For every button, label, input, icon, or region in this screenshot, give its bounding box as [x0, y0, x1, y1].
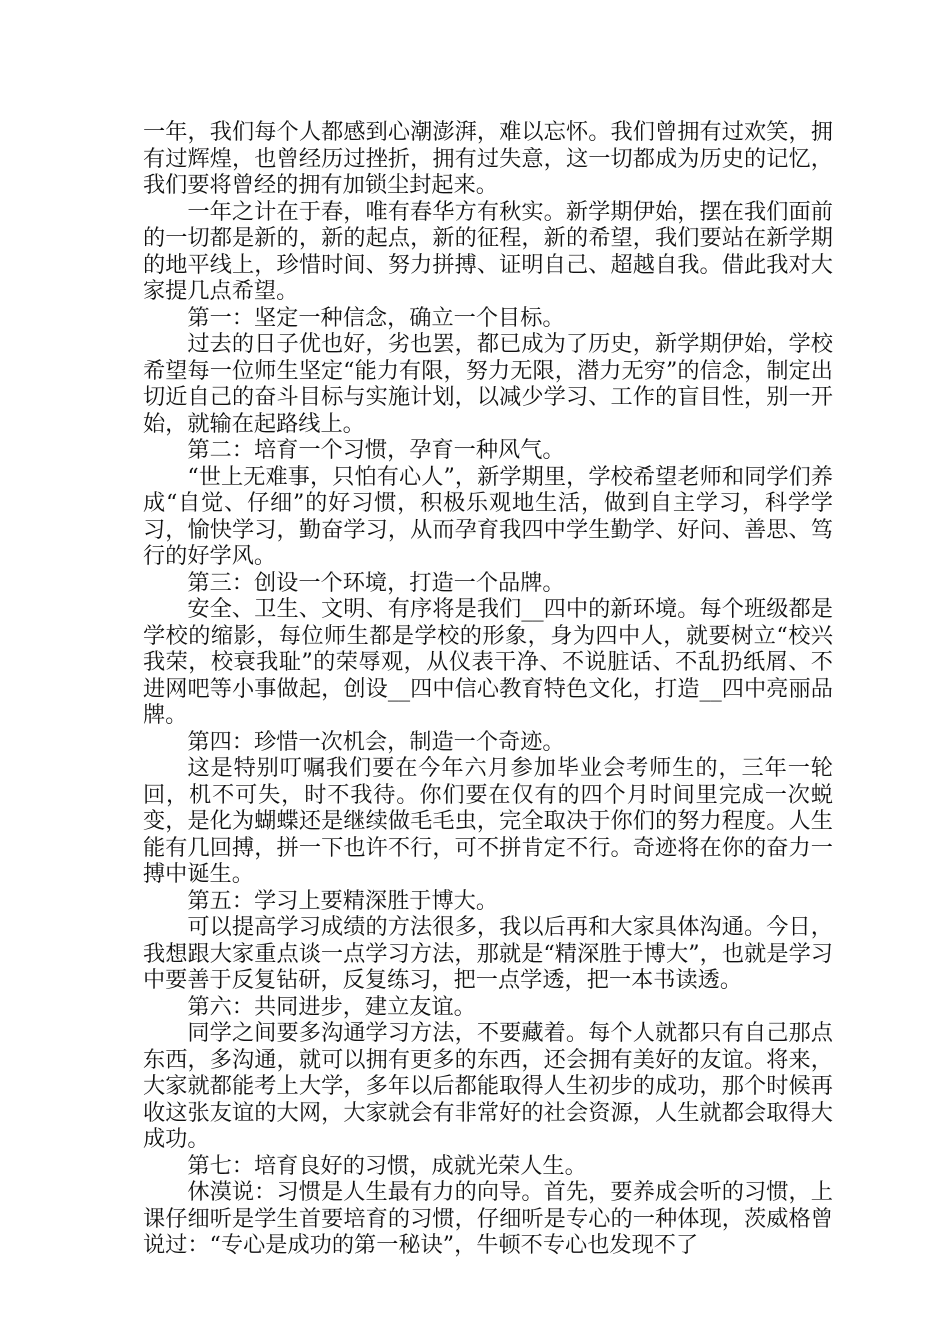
- section-heading: 第二：培育一个习惯，孕育一种风气。: [187, 437, 565, 463]
- section-heading: 第一：坚定一种信念，确立一个目标。: [187, 304, 565, 331]
- paragraph: 休漠说：习惯是人生最有力的向导。首先，要养成会听的习惯，上课仔细听是学生首要培育的习惯，仔细听是专心的一种体现，茨威格曾说过：“专心是成功的第一秘诀”，牛顿不专心也发现不了: [143, 1179, 833, 1258]
- paragraph: 这是特别叮嘱我们要在今年六月参加毕业会考师生的，三年一轮回，机不可失，时不我待。你们要在仅有的四个月时间里完成一次蜕变，是化为蝴蝶还是继续做毛毛虫，完全取决于你们的努力程度。人生能有几回搏，拼一下也许不行，可不拼肯定不行。奇迹将在你的奋力一搏中诞生。: [143, 755, 833, 887]
- paragraph: 过去的日子优也好，劣也罢，都已成为了历史，新学期伊始，学校希望每一位师生坚定“能力有限，努力无限，潜力无穷”的信念，制定出切近自己的奋斗目标与实施计划，以减少学习、工作的盲目性，别一开始，就输在起路线上。: [143, 331, 833, 437]
- section-heading: 第七：培育良好的习惯，成就光荣人生。: [187, 1152, 587, 1179]
- section-heading: 第三：创设一个环境，打造一个品牌。: [187, 569, 565, 596]
- section-heading: 第六：共同进步，建立友谊。: [187, 993, 476, 1020]
- paragraph: 同学之间要多沟通学习方法，不要藏着。每个人就都只有自己那点东西，多沟通，就可以拥有更多的东西，还会拥有美好的友谊。将来，大家就都能考上大学，多年以后都能取得人生初步的成功，那个时候再收这张友谊的大网，大家就会有非常好的社会资源，人生就都会取得大成功。: [143, 1020, 833, 1152]
- section-heading: 第四：珍惜一次机会，制造一个奇迹。: [187, 728, 565, 755]
- paragraph: 一年之计在于春，唯有春华方有秋实。新学期伊始，摆在我们面前的一切都是新的，新的起点，新的征程，新的希望，我们要站在新学期的地平线上，珍惜时间、努力拼搏、证明自己、超越自我。借此我对大家提几点希望。: [143, 198, 833, 304]
- paragraph: 安全、卫生、文明、有序将是我们__四中的新环境。每个班级都是学校的缩影，每位师生都是学校的形象，身为四中人，就要树立“校兴我荣，校衰我耻”的荣辱观，从仪表干净、不说脏话、不乱扔纸屑、不进网吧等小事做起，创设__四中信心教育特色文化，打造__四中亮丽品牌。: [143, 596, 833, 728]
- paragraph: “世上无难事，只怕有心人”，新学期里，学校希望老师和同学们养成“自觉、仔细”的好习惯，积极乐观地生活，做到自主学习，科学学习，愉快学习，勤奋学习，从而孕育我四中学生勤学、好问、善思、笃行的好学风。: [143, 463, 833, 569]
- paragraph: 一年，我们每个人都感到心潮澎湃，难以忘怀。我们曾拥有过欢笑，拥有过辉煌，也曾经历过挫折，拥有过失意，这一切都成为历史的记忆，我们要将曾经的拥有加锁尘封起来。: [143, 119, 833, 198]
- section-heading: 第五：学习上要精深胜于博大。: [187, 887, 499, 914]
- document-page: [143, 119, 833, 1259]
- paragraph: 可以提高学习成绩的方法很多，我以后再和大家具体沟通。今日，我想跟大家重点谈一点学习方法，那就是“精深胜于博大”，也就是学习中要善于反复钻研，反复练习，把一点学透，把一本书读透。: [143, 914, 833, 993]
